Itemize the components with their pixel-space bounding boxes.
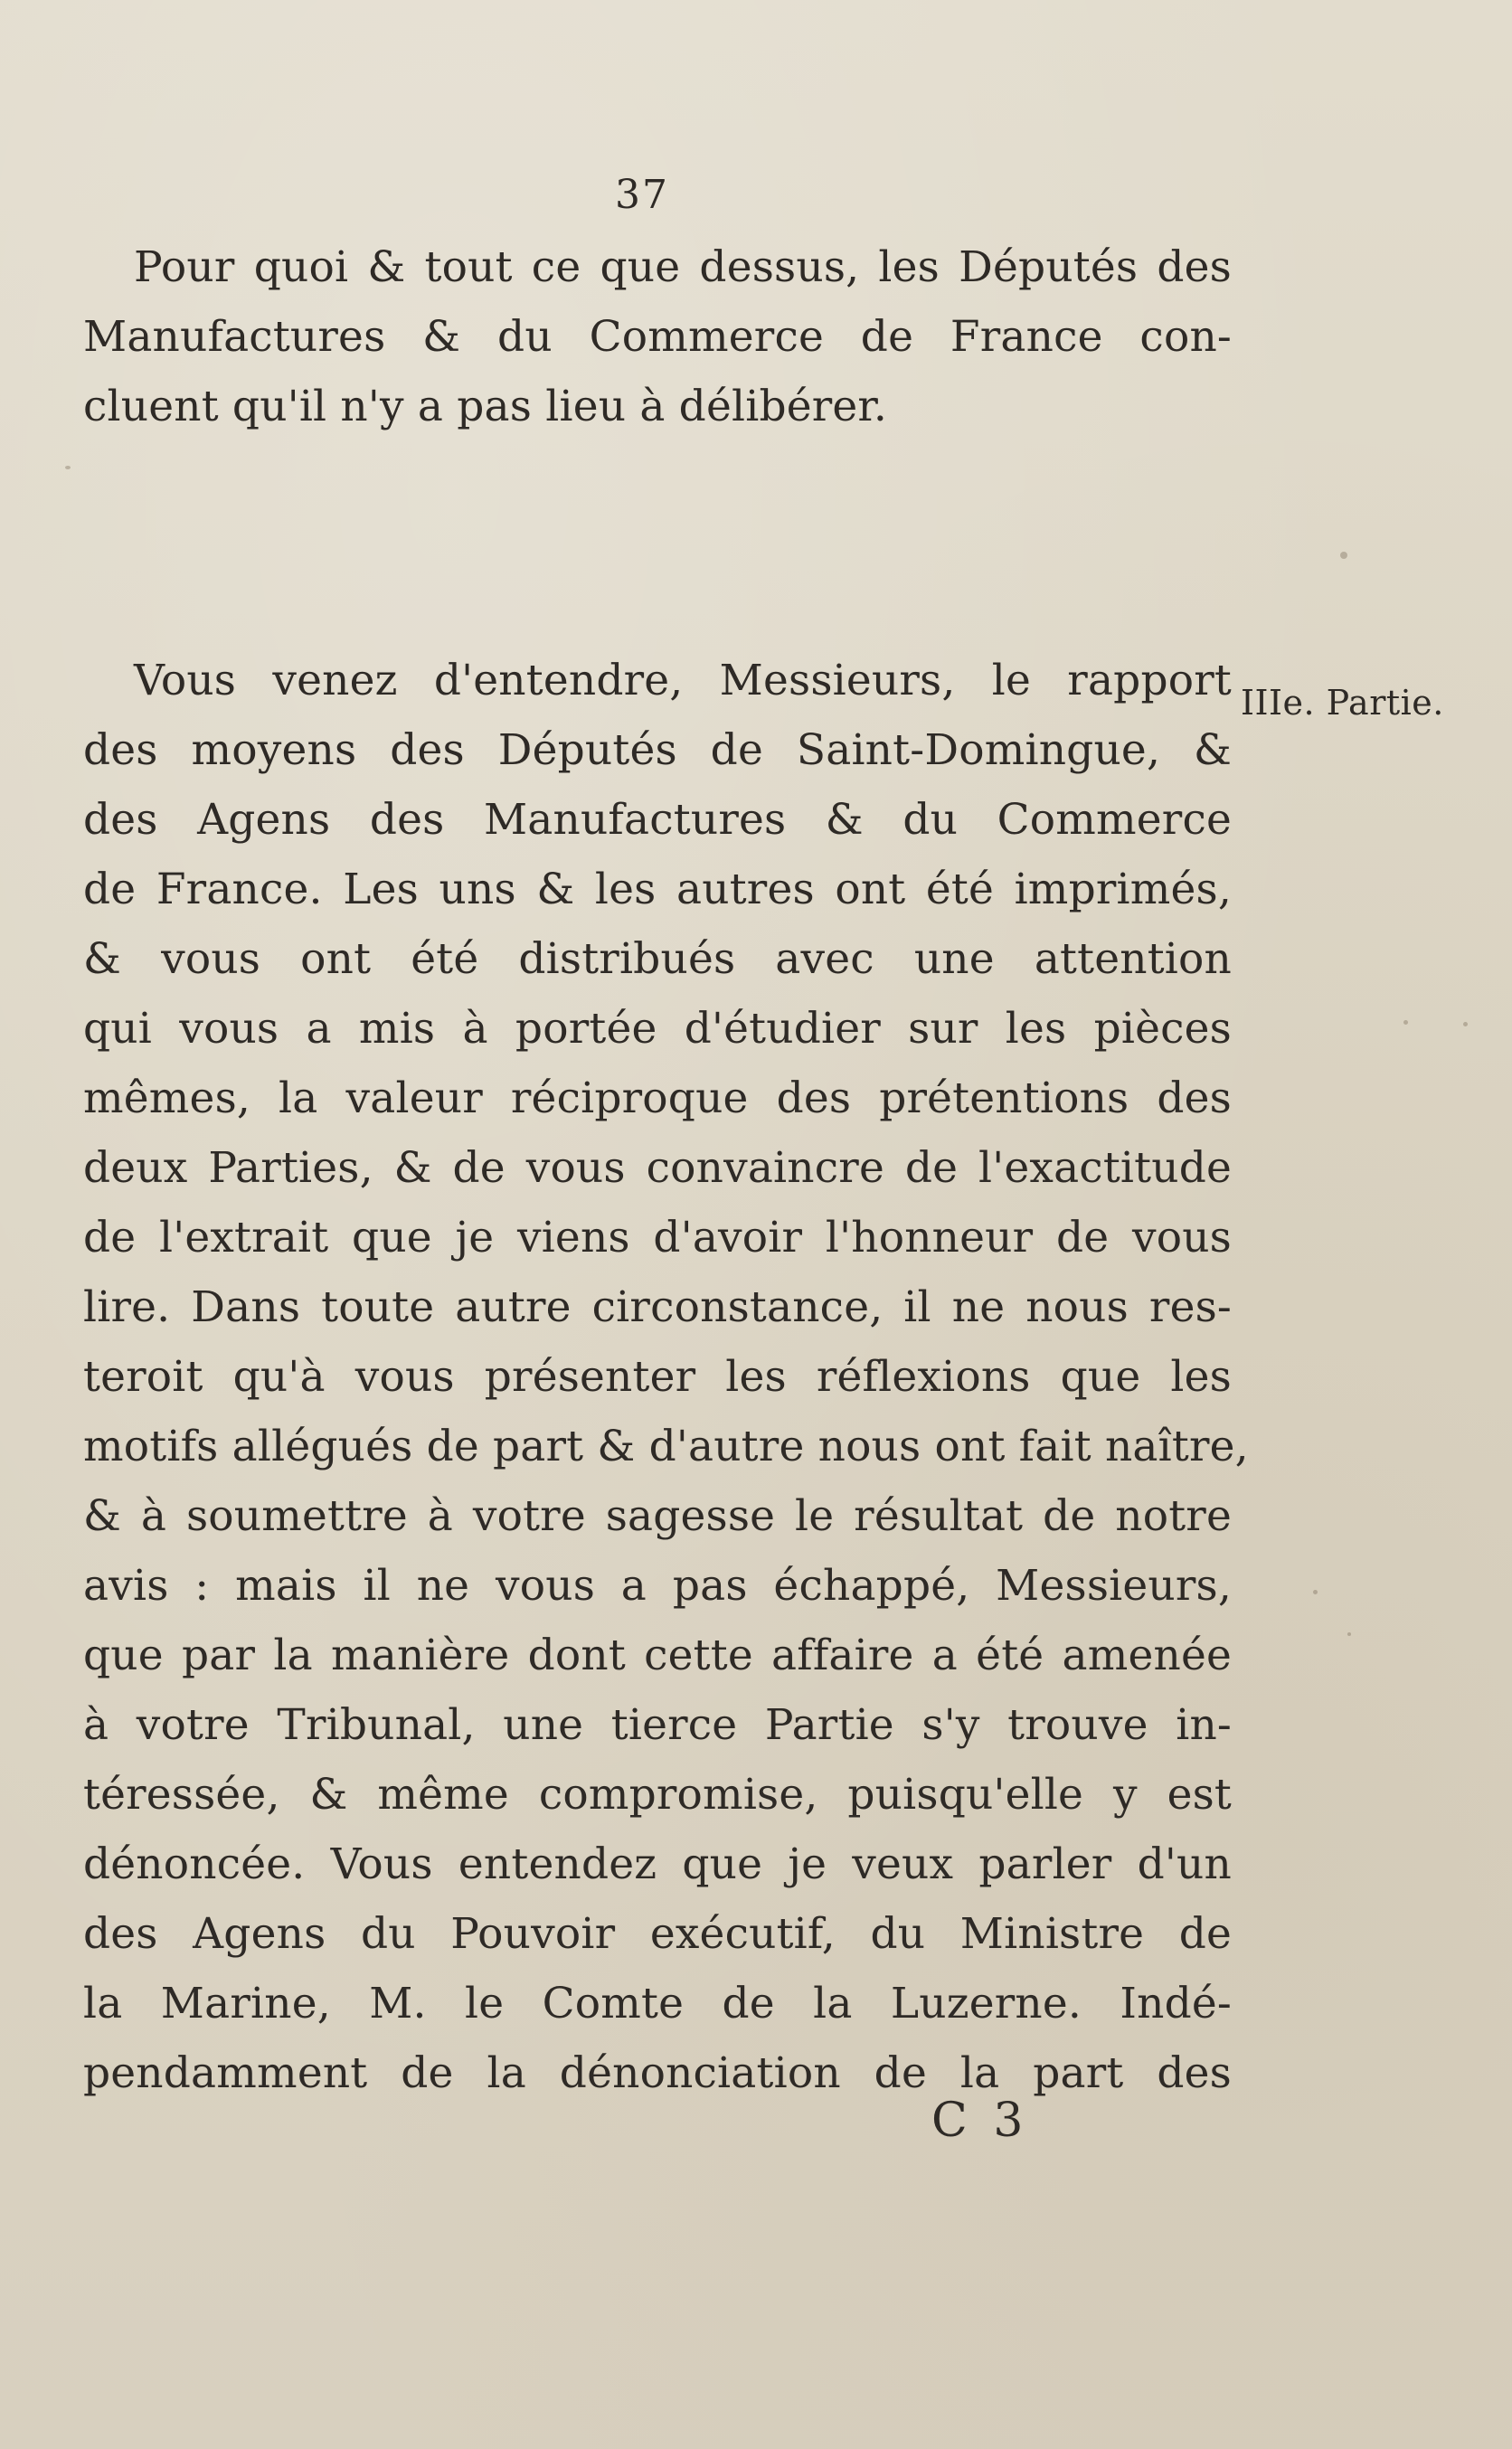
text-line: Pour quoi & tout ce que dessus, les Députés des — [134, 242, 1232, 292]
paper-speck — [1313, 1590, 1318, 1594]
text-line: à votre Tribunal, une tierce Partie s'y trouve in- — [83, 1700, 1232, 1750]
text-line: des moyens des Députés de Saint-Domingue, & — [83, 725, 1232, 775]
page-number: 37 — [615, 172, 669, 218]
text-line: la Marine, M. le Comte de la Luzerne. Indé- — [83, 1979, 1232, 2028]
signature-mark: C 3 — [931, 2094, 1029, 2148]
paper-speck — [65, 466, 71, 469]
paper-speck — [1340, 552, 1347, 559]
text-line: de l'extrait que je viens d'avoir l'honneur de vous — [83, 1213, 1232, 1262]
text-line: pendamment de la dénonciation de la part des — [83, 2048, 1232, 2098]
text-line: cluent qu'il n'y a pas lieu à délibérer. — [83, 382, 888, 431]
text-line: Manufactures & du Commerce de France con- — [83, 312, 1232, 362]
paper-speck — [1347, 1632, 1351, 1636]
text-line: Vous venez d'entendre, Messieurs, le rapport — [134, 656, 1232, 705]
text-line: dénoncée. Vous entendez que je veux parler d'un — [83, 1839, 1232, 1889]
text-line: teroit qu'à vous présenter les réflexions que les — [83, 1352, 1232, 1402]
text-line: de France. Les uns & les autres ont été imprimés, — [83, 865, 1232, 914]
text-line: & vous ont été distribués avec une attention — [83, 934, 1232, 984]
text-line: motifs allégués de part & d'autre nous ont fait naître, — [83, 1422, 1249, 1471]
paper-speck — [1403, 1020, 1408, 1025]
text-line: téressée, & même compromise, puisqu'elle y est — [83, 1770, 1232, 1820]
text-line: & à soumettre à votre sagesse le résultat de notre — [83, 1491, 1232, 1541]
text-line: des Agens du Pouvoir exécutif, du Ministre de — [83, 1909, 1232, 1959]
text-line: des Agens des Manufactures & du Commerce — [83, 795, 1232, 845]
text-line: que par la manière dont cette affaire a été amenée — [83, 1631, 1232, 1680]
text-line: mêmes, la valeur réciproque des prétentions des — [83, 1073, 1232, 1123]
text-line: deux Parties, & de vous convaincre de l'exactitude — [83, 1143, 1232, 1193]
text-line: avis : mais il ne vous a pas échappé, Messieurs, — [83, 1561, 1232, 1611]
text-line: lire. Dans toute autre circonstance, il ne nous res- — [83, 1282, 1232, 1332]
paper-speck — [1463, 1022, 1468, 1026]
margin-note: IIIe. Partie. — [1241, 683, 1444, 723]
text-line: qui vous a mis à portée d'étudier sur les pièces — [83, 1004, 1232, 1054]
